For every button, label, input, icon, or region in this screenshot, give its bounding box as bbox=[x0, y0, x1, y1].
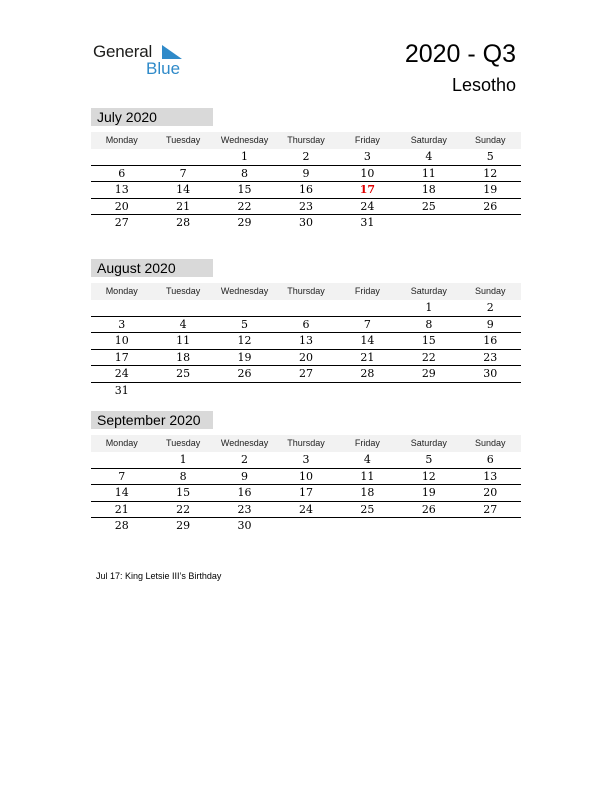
holiday-day-cell: 17 bbox=[359, 183, 376, 196]
weekday-header: Thursday bbox=[287, 286, 325, 296]
day-cell: 6 bbox=[302, 317, 310, 331]
day-cell: 21 bbox=[114, 502, 129, 516]
day-cell bbox=[275, 383, 336, 399]
day-cell: 26 bbox=[483, 199, 498, 213]
month-label: July 2020 bbox=[91, 108, 213, 126]
day-cell: 16 bbox=[237, 486, 252, 499]
day-cell: 21 bbox=[360, 350, 375, 364]
weekday-header: Wednesday bbox=[220, 438, 269, 448]
weekday-header: Monday bbox=[105, 438, 138, 448]
day-cell: 5 bbox=[425, 453, 433, 466]
weekday-header: Saturday bbox=[410, 438, 447, 448]
day-cell bbox=[337, 300, 398, 316]
week-row bbox=[91, 366, 521, 383]
day-cell bbox=[460, 518, 521, 534]
day-cell: 4 bbox=[179, 317, 187, 331]
day-cell: 22 bbox=[421, 350, 436, 364]
day-cell: 13 bbox=[114, 183, 129, 196]
week-row bbox=[91, 149, 521, 166]
day-cell: 16 bbox=[298, 183, 313, 196]
weekday-header: Sunday bbox=[474, 286, 506, 296]
day-cell bbox=[91, 149, 152, 165]
day-cell bbox=[460, 215, 521, 231]
day-cell: 1 bbox=[179, 453, 187, 466]
day-cell: 17 bbox=[114, 350, 129, 364]
weekday-header: Friday bbox=[354, 286, 380, 296]
weekday-header: Friday bbox=[354, 135, 380, 145]
day-cell: 9 bbox=[241, 469, 249, 483]
country-name: Lesotho bbox=[451, 75, 516, 95]
page-title: 2020 - Q3 bbox=[404, 40, 516, 68]
day-cell: 16 bbox=[483, 334, 498, 347]
day-cell: 8 bbox=[241, 166, 249, 180]
day-cell: 27 bbox=[298, 367, 313, 380]
day-cell: 20 bbox=[114, 199, 129, 213]
day-cell: 3 bbox=[363, 150, 371, 163]
day-cell: 1 bbox=[425, 301, 433, 314]
day-cell: 10 bbox=[114, 334, 129, 347]
day-cell bbox=[91, 300, 152, 316]
day-cell: 10 bbox=[360, 166, 375, 180]
week-row bbox=[91, 485, 521, 502]
day-cell: 25 bbox=[421, 199, 436, 213]
day-cell: 27 bbox=[114, 216, 129, 229]
day-cell: 4 bbox=[363, 453, 371, 466]
day-cell: 8 bbox=[425, 317, 433, 331]
day-cell: 7 bbox=[118, 469, 126, 483]
week-row bbox=[91, 317, 521, 334]
day-cell: 2 bbox=[486, 301, 494, 314]
generalblue-logo bbox=[93, 42, 193, 78]
day-cell: 20 bbox=[483, 486, 498, 499]
day-cell: 23 bbox=[483, 350, 498, 364]
weekday-header: Saturday bbox=[410, 286, 447, 296]
day-cell: 1 bbox=[241, 150, 249, 163]
week-row bbox=[91, 333, 521, 350]
day-cell: 29 bbox=[176, 519, 191, 532]
logo-general-text: General bbox=[93, 42, 153, 61]
month-september bbox=[91, 411, 521, 534]
day-cell: 15 bbox=[237, 183, 252, 196]
day-cell: 30 bbox=[298, 216, 313, 229]
day-cell bbox=[460, 383, 521, 399]
day-cell: 11 bbox=[360, 469, 375, 483]
day-cell bbox=[275, 518, 336, 534]
day-cell: 14 bbox=[360, 334, 375, 347]
day-cell bbox=[152, 149, 213, 165]
day-cell: 8 bbox=[179, 469, 187, 483]
month-label: August 2020 bbox=[91, 259, 213, 277]
weekday-header-row bbox=[91, 435, 521, 452]
day-cell: 19 bbox=[483, 183, 498, 196]
weekday-header: Tuesday bbox=[166, 438, 201, 448]
week-row bbox=[91, 469, 521, 486]
week-row bbox=[91, 452, 521, 469]
week-row bbox=[91, 383, 521, 399]
day-cell: 18 bbox=[421, 183, 436, 196]
day-cell: 22 bbox=[237, 199, 252, 213]
day-cell: 23 bbox=[237, 502, 252, 516]
day-cell bbox=[398, 215, 459, 231]
week-row bbox=[91, 518, 521, 534]
day-cell: 9 bbox=[486, 317, 494, 331]
day-cell: 7 bbox=[179, 166, 187, 180]
month-august bbox=[91, 259, 521, 398]
day-cell: 3 bbox=[118, 317, 126, 331]
day-cell: 30 bbox=[483, 367, 498, 380]
day-cell: 23 bbox=[298, 199, 313, 213]
weekday-header: Thursday bbox=[287, 135, 325, 145]
week-row bbox=[91, 300, 521, 317]
day-cell bbox=[337, 518, 398, 534]
week-row bbox=[91, 350, 521, 367]
day-cell: 18 bbox=[176, 350, 191, 364]
day-cell: 3 bbox=[302, 453, 310, 466]
weekday-header: Thursday bbox=[287, 438, 325, 448]
day-cell: 15 bbox=[421, 334, 436, 347]
day-cell: 18 bbox=[360, 486, 375, 499]
day-cell: 12 bbox=[421, 469, 436, 483]
day-cell bbox=[275, 300, 336, 316]
weekday-header: Saturday bbox=[410, 135, 447, 145]
weekday-header: Tuesday bbox=[166, 286, 201, 296]
weekday-header-row bbox=[91, 283, 521, 300]
day-cell: 28 bbox=[360, 367, 375, 380]
weekday-header: Friday bbox=[354, 438, 380, 448]
day-cell: 6 bbox=[486, 453, 494, 466]
day-cell: 15 bbox=[176, 486, 191, 499]
day-cell: 28 bbox=[176, 216, 191, 229]
day-cell: 12 bbox=[483, 166, 498, 180]
day-cell: 24 bbox=[298, 502, 313, 516]
day-cell: 11 bbox=[176, 334, 191, 347]
day-cell: 17 bbox=[298, 486, 313, 499]
day-cell: 7 bbox=[363, 317, 371, 331]
weekday-header: Monday bbox=[105, 286, 138, 296]
month-label: September 2020 bbox=[91, 411, 213, 429]
day-cell: 26 bbox=[421, 502, 436, 516]
week-row bbox=[91, 182, 521, 199]
day-cell bbox=[214, 383, 275, 399]
day-cell: 14 bbox=[114, 486, 129, 499]
weekday-header: Wednesday bbox=[220, 135, 269, 145]
week-row bbox=[91, 502, 521, 519]
week-row bbox=[91, 166, 521, 183]
logo-triangle-icon bbox=[162, 45, 182, 59]
day-cell: 12 bbox=[237, 334, 252, 347]
week-row bbox=[91, 215, 521, 231]
day-cell: 31 bbox=[360, 216, 375, 229]
day-cell: 19 bbox=[421, 486, 436, 499]
day-cell: 28 bbox=[114, 519, 129, 532]
day-cell: 25 bbox=[176, 367, 191, 380]
day-cell: 10 bbox=[298, 469, 313, 483]
day-cell: 4 bbox=[425, 150, 433, 163]
day-cell: 29 bbox=[237, 216, 252, 229]
day-cell: 21 bbox=[176, 199, 191, 213]
day-cell: 31 bbox=[114, 383, 129, 397]
day-cell: 24 bbox=[360, 199, 375, 213]
day-cell: 19 bbox=[237, 350, 252, 364]
day-cell: 5 bbox=[486, 150, 494, 163]
day-cell: 29 bbox=[421, 367, 436, 380]
day-cell: 30 bbox=[237, 519, 252, 532]
day-cell: 13 bbox=[483, 469, 498, 483]
day-cell bbox=[214, 300, 275, 316]
day-cell: 6 bbox=[118, 166, 126, 180]
day-cell bbox=[152, 383, 213, 399]
day-cell: 9 bbox=[302, 166, 310, 180]
week-row bbox=[91, 199, 521, 216]
day-cell: 13 bbox=[298, 334, 313, 347]
day-cell: 14 bbox=[176, 183, 191, 196]
holiday-note: Jul 17: King Letsie III’s Birthday bbox=[96, 571, 222, 581]
day-cell: 26 bbox=[237, 367, 252, 380]
month-july bbox=[91, 108, 521, 231]
day-cell bbox=[398, 518, 459, 534]
weekday-header: Monday bbox=[105, 135, 138, 145]
day-cell: 22 bbox=[176, 502, 191, 516]
weekday-header: Tuesday bbox=[166, 135, 201, 145]
day-cell: 20 bbox=[298, 350, 313, 364]
day-cell: 24 bbox=[114, 367, 129, 380]
day-cell: 2 bbox=[241, 453, 249, 466]
day-cell: 5 bbox=[241, 317, 249, 331]
day-cell bbox=[337, 383, 398, 399]
weekday-header: Sunday bbox=[474, 438, 506, 448]
day-cell bbox=[91, 452, 152, 468]
weekday-header: Wednesday bbox=[220, 286, 269, 296]
day-cell: 2 bbox=[302, 150, 310, 163]
weekday-header: Sunday bbox=[474, 135, 506, 145]
day-cell bbox=[398, 383, 459, 399]
day-cell bbox=[152, 300, 213, 316]
day-cell: 27 bbox=[483, 502, 498, 516]
day-cell: 25 bbox=[360, 502, 375, 516]
weekday-header-row bbox=[91, 132, 521, 149]
day-cell: 11 bbox=[421, 166, 436, 180]
logo-blue-text: Blue bbox=[146, 59, 181, 78]
